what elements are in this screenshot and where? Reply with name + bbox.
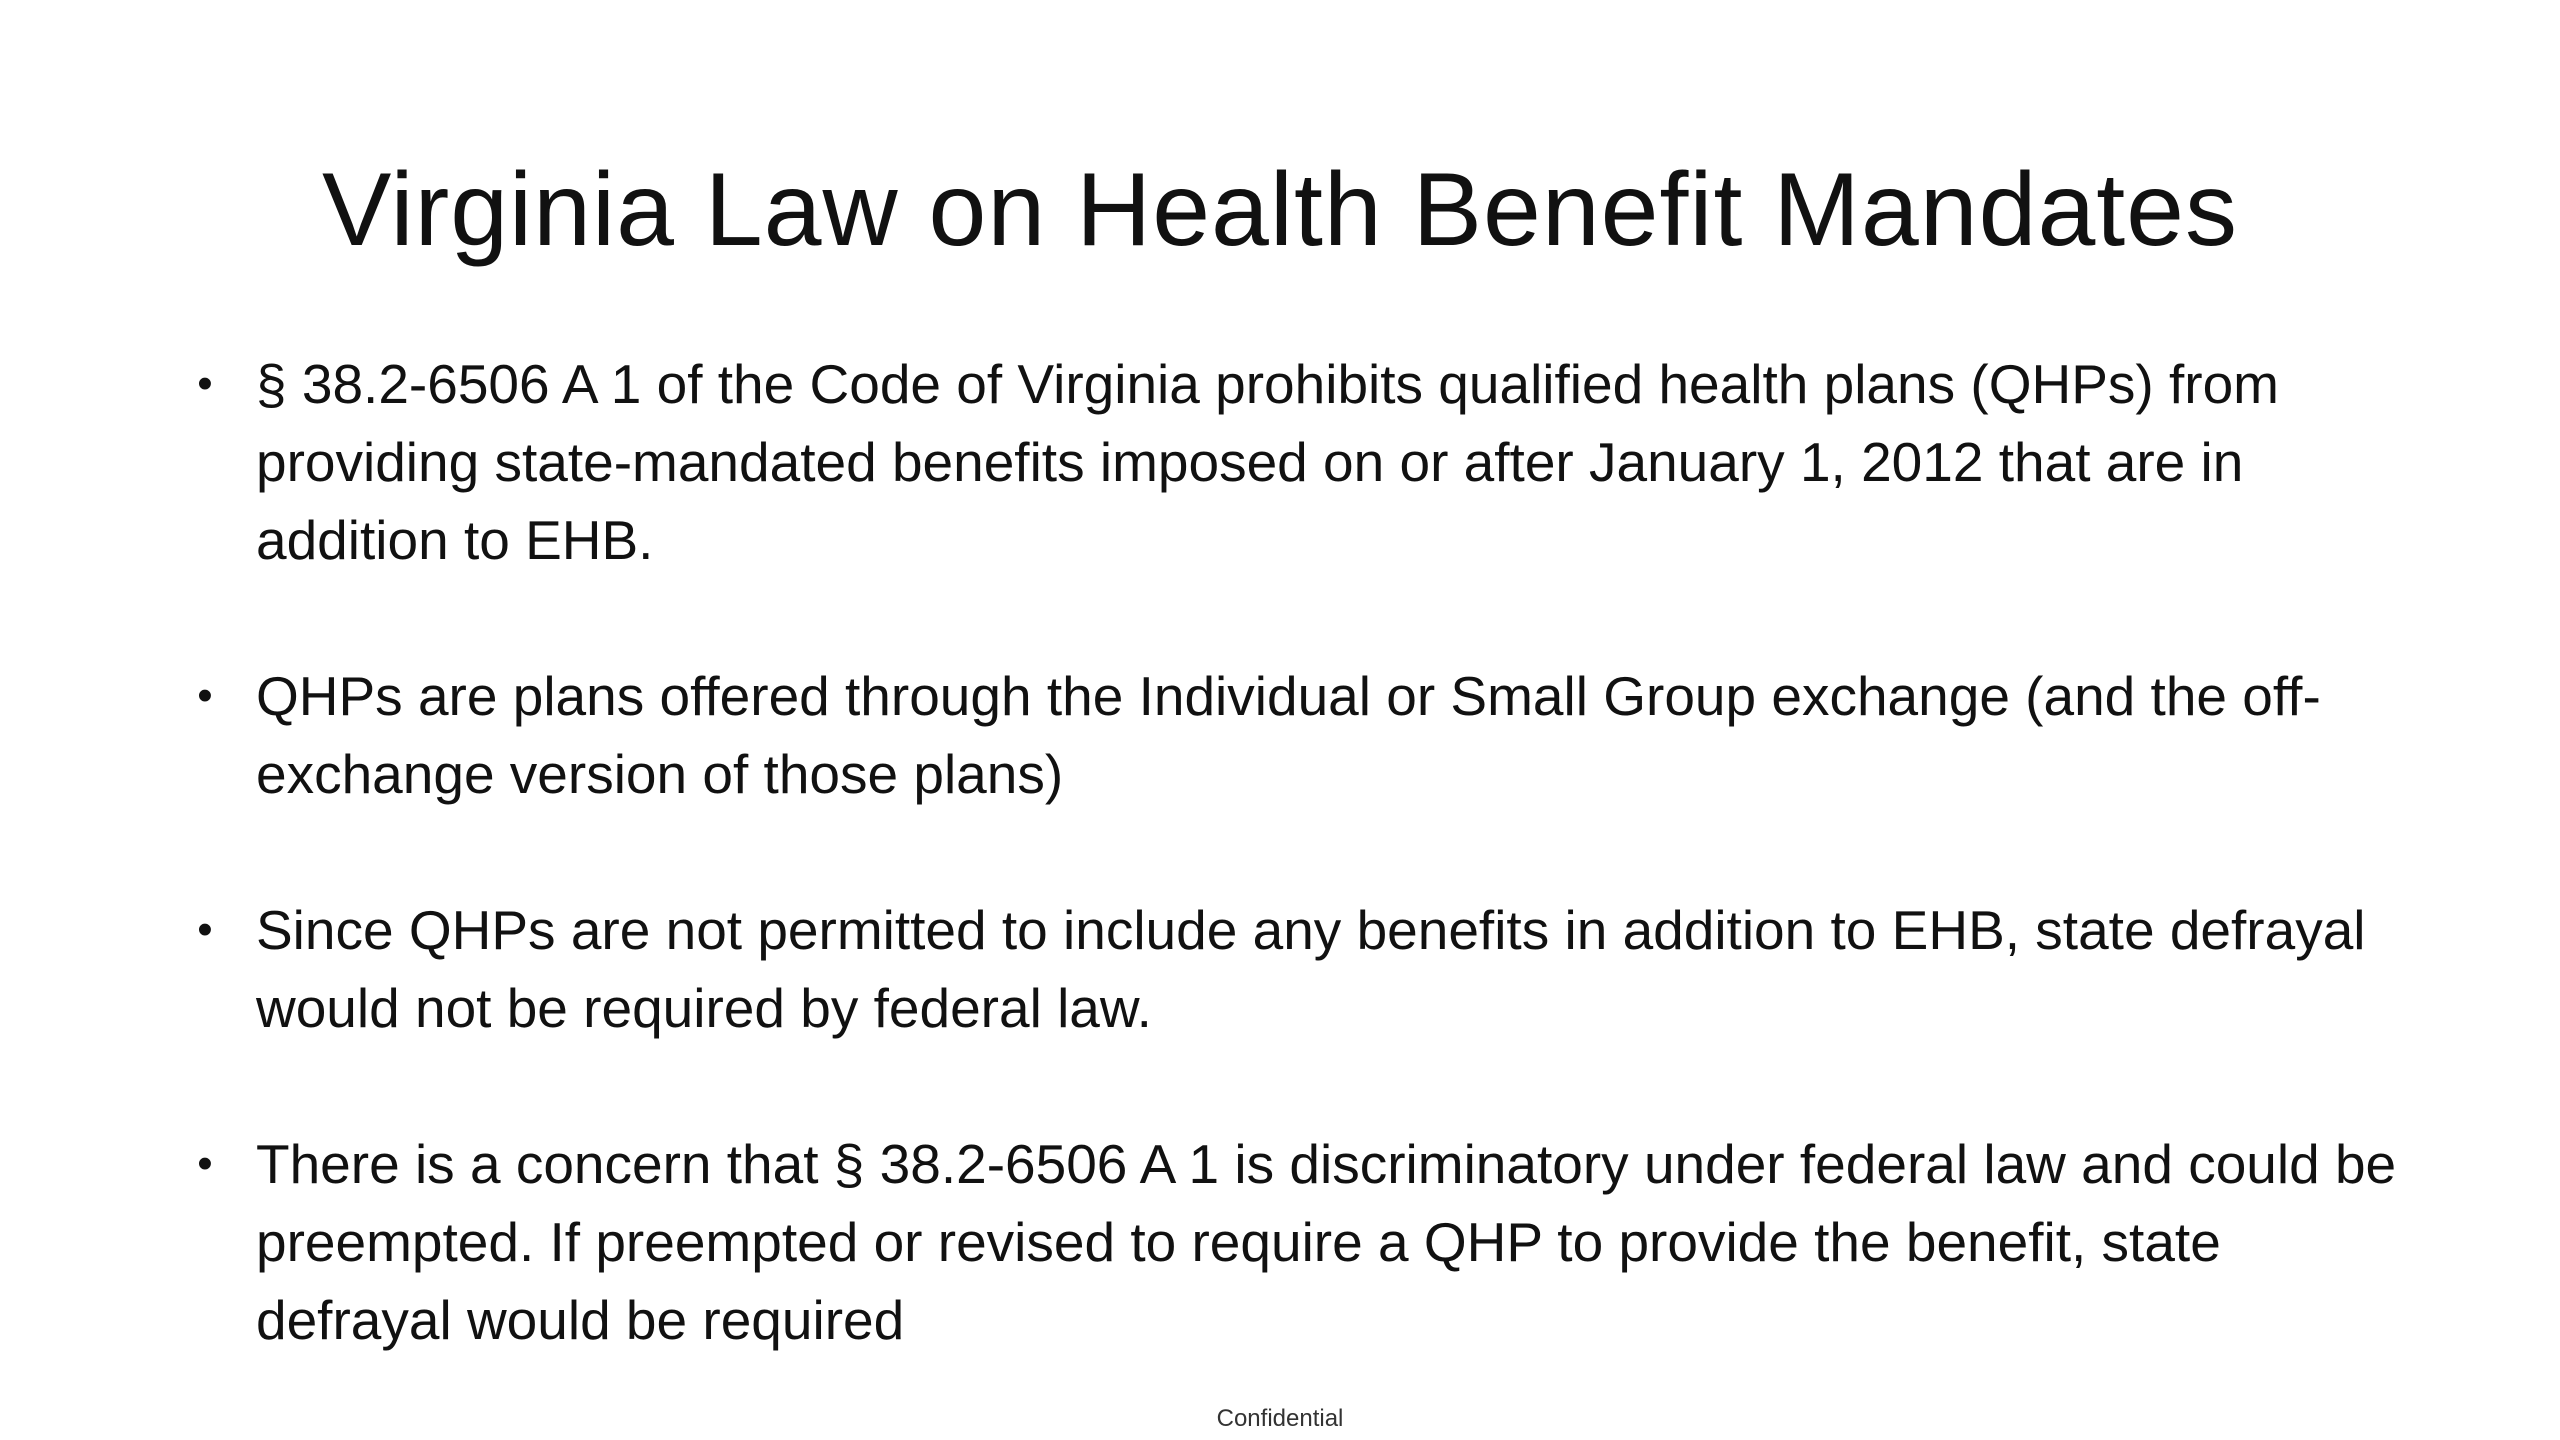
bullet-icon: •: [197, 671, 213, 720]
bullet-item: [190, 657, 2420, 813]
bullet-text: There is a concern that § 38.2-6506 A 1 is discriminatory under federal law and could be preempted. If preempted or revised to require a QHP to provide the benefit, state defrayal would be required: [256, 1133, 2397, 1351]
bullet-item: [190, 345, 2420, 579]
bullet-text: Since QHPs are not permitted to include any benefits in addition to EHB, state defrayal would not be required by federal law.: [256, 899, 2366, 1039]
bullet-icon: •: [197, 905, 213, 954]
bullet-icon: •: [197, 1139, 213, 1188]
bullet-item: [190, 1125, 2420, 1359]
footer-confidential: Confidential: [1216, 1405, 1344, 1432]
bullet-item: [190, 891, 2420, 1047]
bullet-text: § 38.2-6506 A 1 of the Code of Virginia prohibits qualified health plans (QHPs) from providing state-mandated benefits imposed on or after January 1, 2012 that are in addition to EHB.: [256, 353, 2279, 571]
bullet-list: [190, 345, 2420, 1359]
bullet-icon: •: [197, 359, 213, 408]
slide-title: Virginia Law on Health Benefit Mandates: [321, 152, 2239, 268]
bullet-text: QHPs are plans offered through the Individual or Small Group exchange (and the off-exchange version of those plans): [256, 665, 2321, 805]
